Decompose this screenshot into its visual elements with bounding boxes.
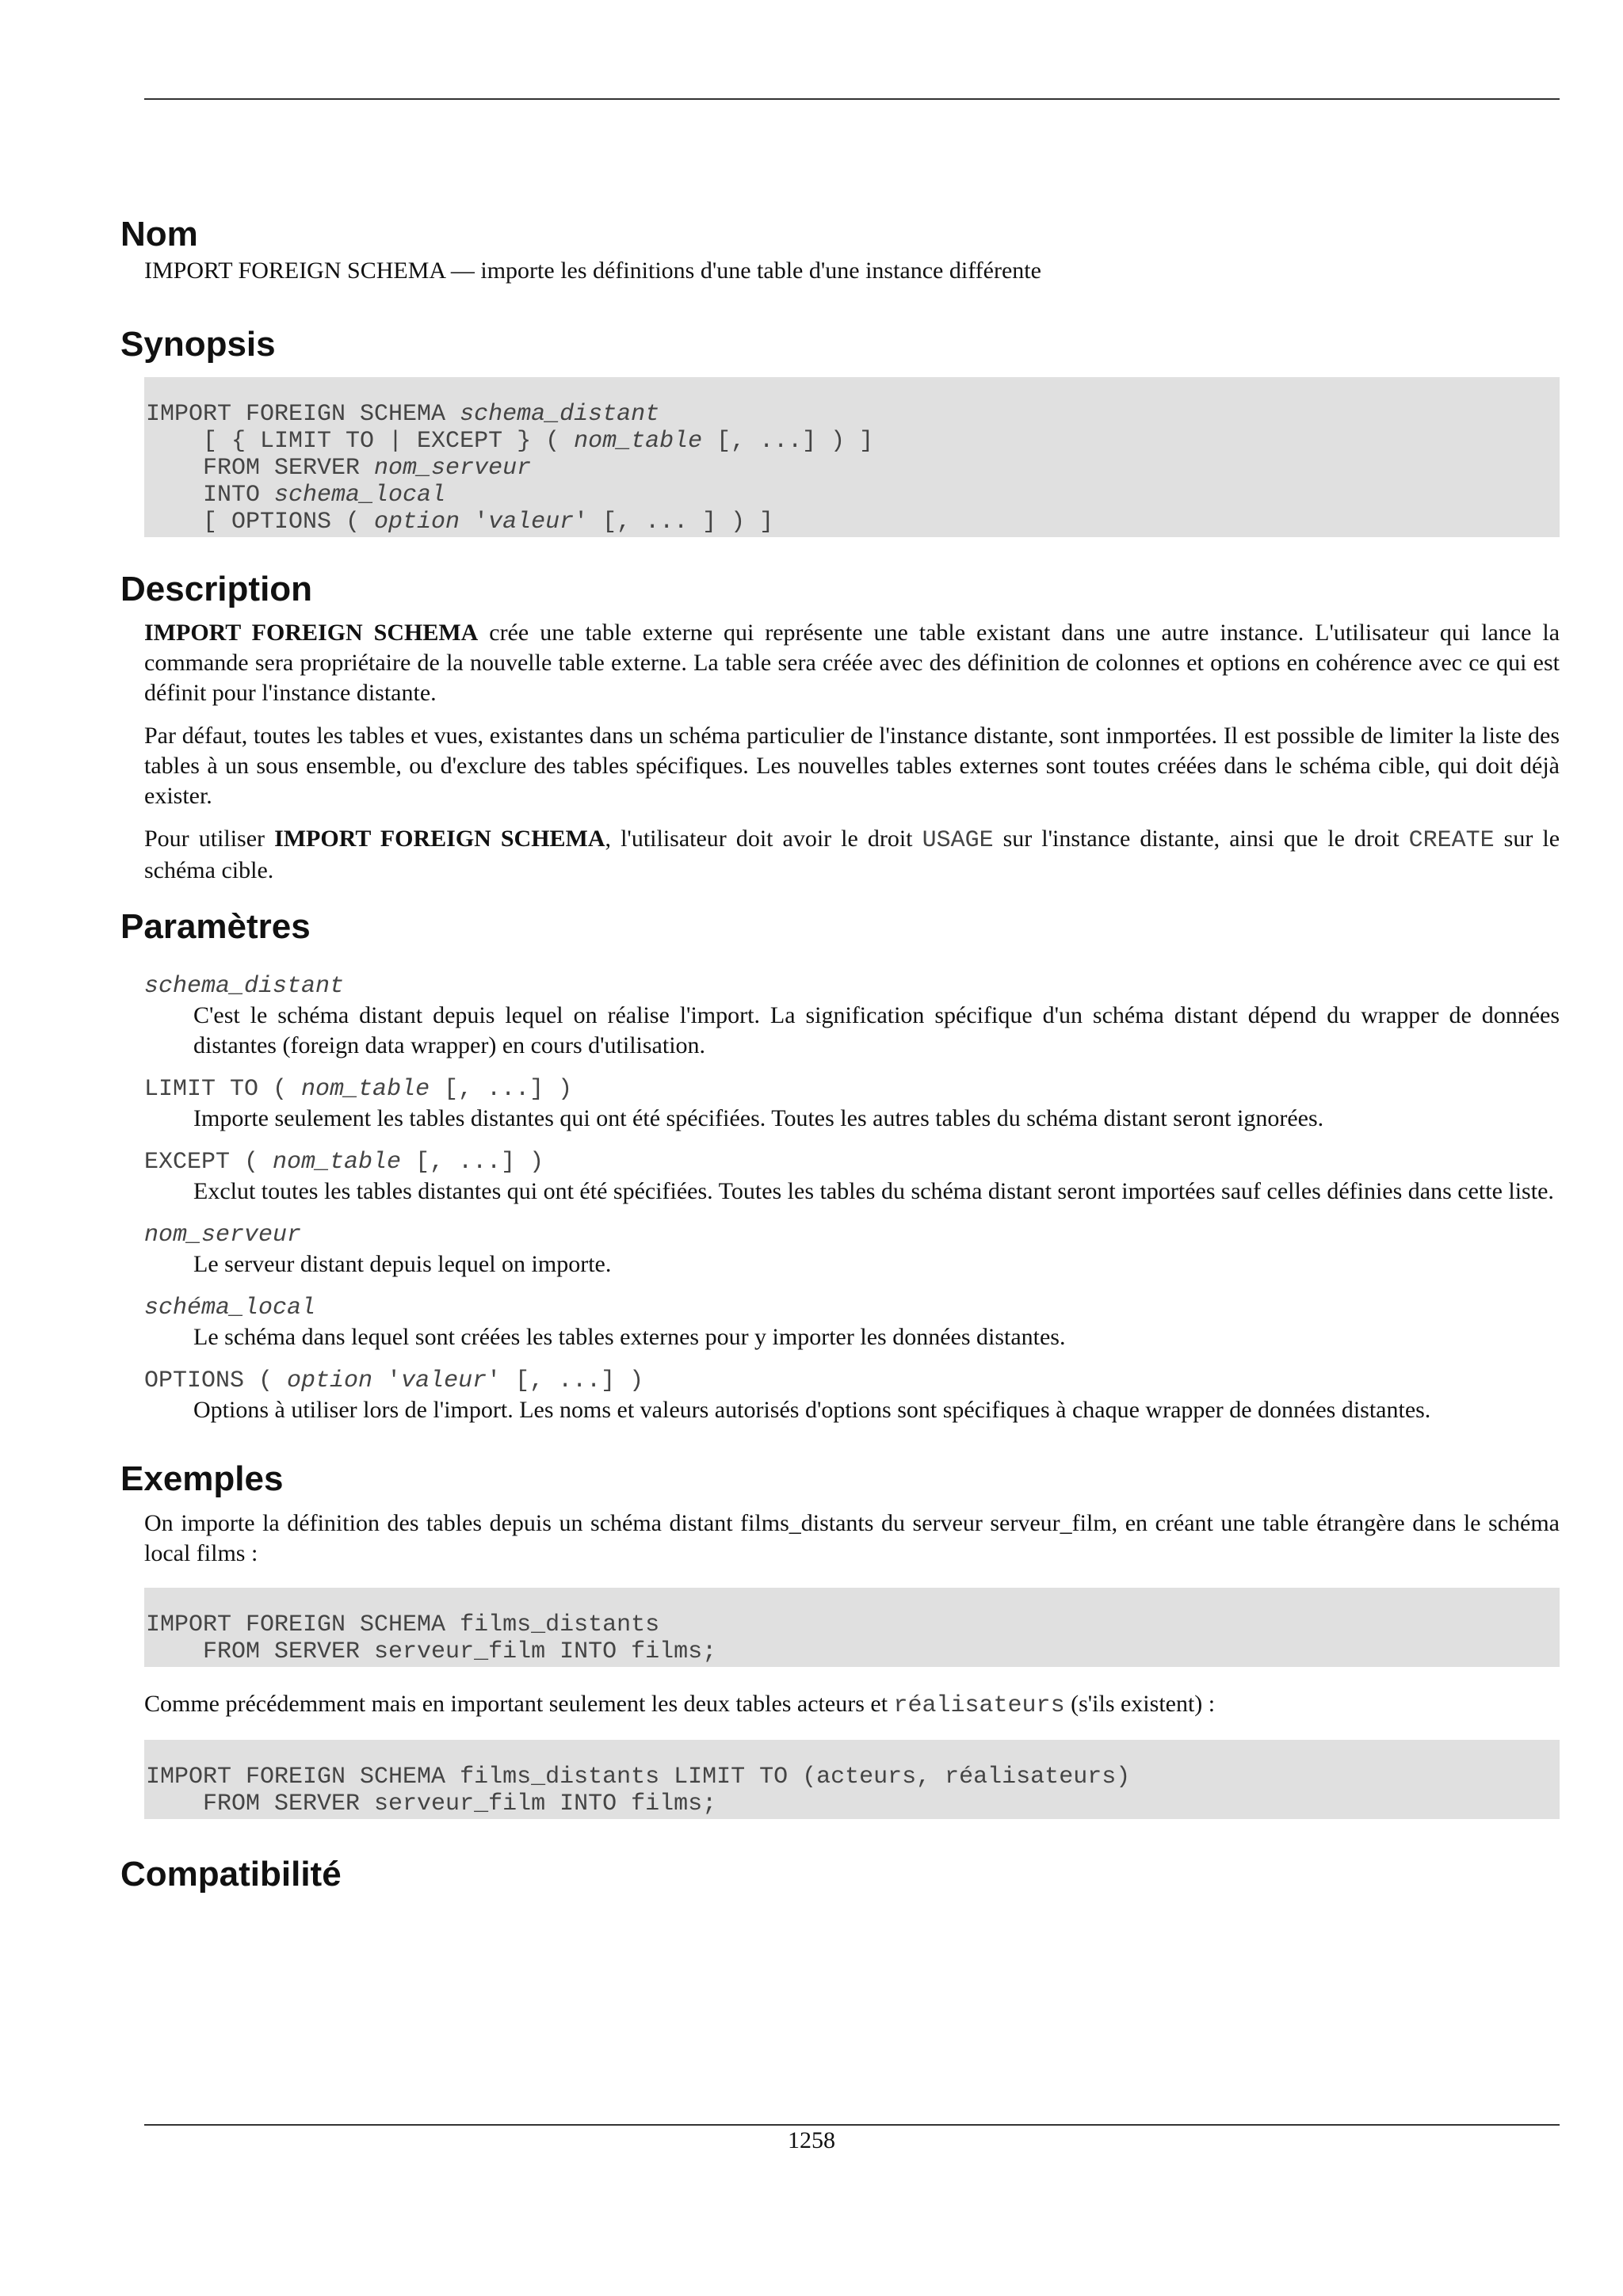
code-text: ' [, ... ] ) ] xyxy=(574,508,774,536)
command-name: IMPORT FOREIGN SCHEMA xyxy=(274,826,605,852)
paragraph-text: (s'ils existent) : xyxy=(1064,1690,1216,1717)
section-heading-synopsis: Synopsis xyxy=(120,324,276,364)
inline-code: CREATE xyxy=(1408,827,1495,855)
code-arg: option xyxy=(374,508,460,536)
parameter-definition: Le serveur distant depuis lequel on importe. xyxy=(193,1251,612,1278)
term-arg: nom_table xyxy=(273,1149,402,1177)
parameter-item xyxy=(120,972,1560,1061)
parameter-definition: Options à utiliser lors de l'import. Les noms et valeurs autorisés d'options sont spécifiques à chaque wrapper de données distantes. xyxy=(193,1397,1431,1424)
parameter-term: schéma_local xyxy=(144,1295,316,1322)
term-arg: nom_table xyxy=(301,1076,430,1104)
exemples-paragraph-2 xyxy=(144,1689,1560,1721)
inline-code: USAGE xyxy=(922,827,994,855)
section-heading-nom: Nom xyxy=(120,215,198,254)
parameter-definition: Importe seulement les tables distantes qui ont été spécifiées. Toutes les autres tables du schéma distant seront ignorées. xyxy=(193,1105,1324,1132)
code-text: [ OPTIONS ( xyxy=(146,508,375,536)
parameter-definition: Le schéma dans lequel sont créées les tables externes pour y importer les données distantes. xyxy=(193,1324,1066,1351)
parameter-list xyxy=(120,972,1560,1425)
description-paragraph-3 xyxy=(144,824,1560,886)
inline-code: réalisateurs xyxy=(893,1691,1065,1719)
parameter-term: schema_distant xyxy=(144,973,345,1001)
term-text: [, ...] ) xyxy=(401,1149,544,1177)
code-text: ' xyxy=(460,508,489,536)
paragraph-text: sur le schéma cible. xyxy=(144,826,1560,884)
parameter-term xyxy=(144,1148,1560,1177)
code-arg: nom_table xyxy=(574,427,703,455)
term-text: OPTIONS ( xyxy=(144,1367,288,1395)
term-text: LIMIT TO ( xyxy=(144,1076,302,1104)
example-code-block-1 xyxy=(144,1588,1560,1667)
term-arg: valeur xyxy=(401,1367,487,1395)
parameter-term xyxy=(144,1075,1560,1104)
parameter-item xyxy=(120,1367,1560,1425)
section-heading-description: Description xyxy=(120,569,313,608)
nom-text: IMPORT FOREIGN SCHEMA — importe les définitions d'une table d'une instance différente xyxy=(144,257,1041,284)
code-text: [, ...] ) ] xyxy=(702,427,874,455)
term-text: ' xyxy=(372,1367,402,1395)
paragraph-text: sur l'instance distante, ainsi que le droit xyxy=(993,826,1409,852)
synopsis-code-block xyxy=(144,377,1560,537)
code-arg: valeur xyxy=(488,508,575,536)
paragraph-text: crée une table externe qui représente une table existant dans une autre instance. L'utilisateur qui lance la commande sera propriétaire de la nouvelle table externe. La table sera créée avec des définition de colonnes et options en cohérence avec ce qui est définit pour l'instance distante. xyxy=(144,620,1560,707)
code-keyword: INTO xyxy=(146,481,275,509)
code-text: [ { LIMIT TO | EXCEPT } ( xyxy=(146,427,575,455)
term-text: [, ...] ) xyxy=(430,1076,573,1104)
parameter-item xyxy=(120,1148,1560,1207)
term-arg: option xyxy=(287,1367,373,1395)
parameter-item xyxy=(120,1075,1560,1134)
term-text: EXCEPT ( xyxy=(144,1149,273,1177)
section-heading-exemples: Exemples xyxy=(120,1459,284,1499)
code-line: FROM SERVER serveur_film INTO films; xyxy=(146,1790,717,1817)
page-number: 1258 xyxy=(788,2127,835,2153)
code-arg: nom_serveur xyxy=(374,454,532,482)
description-paragraph-1 xyxy=(144,618,1560,708)
paragraph-text: Pour utiliser xyxy=(144,826,275,852)
code-keyword: FROM SERVER xyxy=(146,454,375,482)
parameter-definition: Exclut toutes les tables distantes qui ont été spécifiées. Toutes les tables du schéma distant seront importées sauf celles définies dans cette liste. xyxy=(193,1178,1554,1205)
paragraph-text: Comme précédemment mais en important seulement les deux tables acteurs et xyxy=(144,1690,894,1717)
paragraph-text: , l'utilisateur doit avoir le droit xyxy=(605,826,922,852)
code-line: FROM SERVER serveur_film INTO films; xyxy=(146,1638,717,1665)
parameter-term: nom_serveur xyxy=(144,1222,302,1249)
parameter-item xyxy=(120,1221,1560,1280)
code-arg: schema_distant xyxy=(460,400,660,428)
parameter-item xyxy=(120,1294,1560,1352)
code-line: IMPORT FOREIGN SCHEMA films_distants xyxy=(146,1611,660,1638)
main-content xyxy=(120,214,1560,1896)
description-paragraph-2: Par défaut, toutes les tables et vues, existantes dans un schéma particulier de l'instance distante, sont inmportées. Il est possible de limiter la liste des tables à un sous ensemble, ou d'exclure des tables spécifiques. Les nouvelles tables externes sont toutes créées dans le schéma cible, qui doit déjà exister. xyxy=(144,723,1560,810)
footer-rule xyxy=(144,2124,1560,2126)
code-arg: schema_local xyxy=(274,481,446,509)
term-text: ' [, ...] ) xyxy=(487,1367,644,1395)
code-line: IMPORT FOREIGN SCHEMA films_distants LIMIT TO (acteurs, réalisateurs) xyxy=(146,1763,1131,1791)
parameter-definition: C'est le schéma distant depuis lequel on réalise l'import. La signification spécifique d'un schéma distant dépend du wrapper de données distantes (foreign data wrapper) en cours d'utilisation. xyxy=(193,1002,1560,1059)
parameter-term xyxy=(144,1367,1560,1395)
code-keyword: IMPORT FOREIGN SCHEMA xyxy=(146,400,460,428)
header-rule xyxy=(144,98,1560,100)
example-code-block-2 xyxy=(144,1740,1560,1819)
exemples-paragraph-1: On importe la définition des tables depuis un schéma distant films_distants du serveur serveur_film, en créant une table étrangère dans le schéma local films : xyxy=(144,1509,1560,1566)
command-name: IMPORT FOREIGN SCHEMA xyxy=(144,620,479,646)
section-heading-parametres: Paramètres xyxy=(120,907,311,947)
section-heading-compatibilite: Compatibilité xyxy=(120,1854,342,1894)
